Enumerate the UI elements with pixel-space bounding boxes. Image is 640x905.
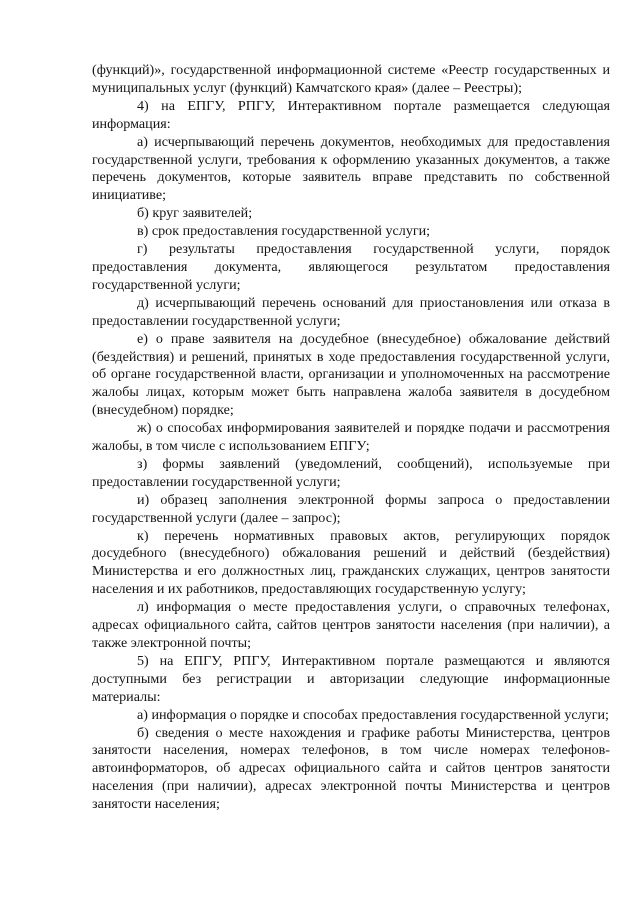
paragraph-item-4b: б) круг заявителей; <box>137 205 253 222</box>
document-page <box>92 62 610 814</box>
paragraph-item-4l: л) информация о месте предоставления услуги, о справочных телефонах, адресах официального сайта, сайтов центров занятости населения (при наличии), а также электронной почты; <box>92 599 610 651</box>
paragraph-item-4a: а) исчерпывающий перечень документов, необходимых для предоставления государственной услуги, требования к оформлению указанных документов, а также перечень документов, которые заявитель вправе представить по собственной инициативе; <box>92 133 610 204</box>
paragraph-item-4v: в) срок предоставления государственной услуги; <box>137 223 431 240</box>
paragraph-item-4zh: ж) о способах информирования заявителей и порядке подачи и рассмотрения жалобы, в том числе с использованием ЕПГУ; <box>92 420 610 455</box>
paragraph-item-4i: и) образец заполнения электронной формы запроса о предоставлении государственной услуги (далее – запрос); <box>92 491 610 526</box>
paragraph-continuation: (функций)», государственной информационной системе «Реестр государственных и муниципальных услуг (функций) Камчатского края» (далее – Реестры); <box>92 62 610 96</box>
paragraph-item-4z: з) формы заявлений (уведомлений, сообщений), используемые при предоставлении государственной услуги; <box>92 455 610 490</box>
paragraph-item-4k: к) перечень нормативных правовых актов, регулирующих порядок досудебного (внесудебного) обжалования решений и действий (бездействия) Министерства и его должностных лиц, гражданских служащих, центров занятости населения и их работников, предоставляющих государственную услугу; <box>92 527 610 598</box>
paragraph-item-4g: г) результаты предоставления государственной услуги, порядок предоставления документа, являющегося результатом предоставления государственной услуги; <box>92 241 610 293</box>
paragraph-item-5: 5) на ЕПГУ, РПГУ, Интерактивном портале размещаются и являются доступными без регистрации и авторизации следующие информационные материалы: <box>92 652 610 705</box>
paragraph-item-4e: е) о праве заявителя на досудебное (внесудебное) обжалование действий (бездействия) и решений, принятых в ходе предоставления государственной услуги, об органе государственной власти, организации и уполномоченных на рассмотрение жалобы лицах, которым может быть направлена жалоба заявителя в досудебном (внесудебном) порядке; <box>92 330 610 419</box>
paragraph-item-5a: а) информация о порядке и способах предоставления государственной услуги; <box>137 706 609 723</box>
paragraph-item-4: 4) на ЕПГУ, РПГУ, Интерактивном портале размещается следующая информация: <box>92 97 610 132</box>
paragraph-item-5b: б) сведения о месте нахождения и графике работы Министерства, центров занятости населения, номерах телефонов, в том числе номерах телефонов-автоинформаторов, об адресах официального сайта и сайтов центров занятости населения (при наличии), адресах электронной почты Министерства и центров занятости населения; <box>92 724 610 813</box>
paragraph-item-4d: д) исчерпывающий перечень оснований для приостановления или отказа в предоставлении государственной услуги; <box>92 294 610 329</box>
